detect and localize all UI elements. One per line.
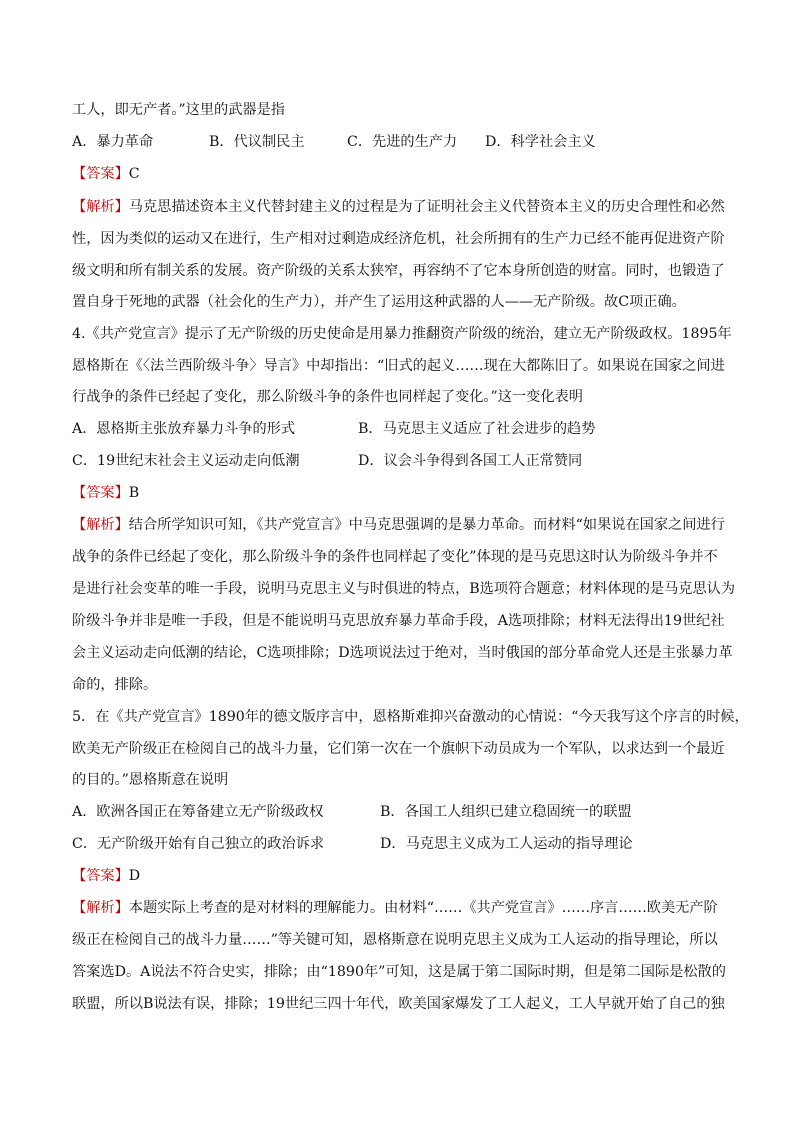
q5-stem-line: 的目的。”恩格斯意在说明 — [72, 772, 229, 788]
q3-analysis-line: 置自身于死地的武器（社会化的生产力），并产生了运用这种武器的人——无产阶级。故C项正确。 — [72, 294, 686, 310]
q4-option-d: D．议会斗争得到各国工人正常赞同 — [358, 453, 583, 469]
analysis-text: 结合所学知识可知，《共产党宣言》中马克思强调的是暴力革命。而材料“如果说在国家之间进行 — [128, 517, 725, 533]
q3-option-d: D．科学社会主义 — [485, 134, 596, 150]
q5-analysis-line — [72, 898, 718, 918]
answer-value: B — [128, 485, 140, 501]
analysis-tag: 【解析】 — [72, 517, 129, 533]
answer-value: C — [128, 166, 140, 182]
answer-tag: 【答案】 — [72, 166, 129, 182]
q3-answer — [72, 164, 140, 184]
q4-option-a: A．恩格斯主张放弃暴力斗争的形式 — [72, 421, 296, 437]
q4-stem-line: 4.《共产党宣言》提示了无产阶级的历史使命是用暴力推翻资产阶级的统治，建立无产阶级政权。1895年 — [72, 326, 732, 342]
q4-stem-line: 行战争的条件已经起了变化，那么阶级斗争的条件也同样起了变化。”这一变化表明 — [72, 389, 583, 405]
q4-analysis-line: 阶级斗争并非是唯一手段，但是不能说明马克思放弃暴力革命手段，A选项排除；材料无法得出19世纪社 — [72, 613, 725, 629]
q5-stem-line: 5．在《共产党宣言》1890年的德文版序言中，恩格斯难抑兴奋激动的心情说：“今天我写这个序言的时候， — [72, 709, 749, 725]
q4-option-c: C．19世纪末社会主义运动走向低潮 — [72, 453, 300, 469]
q5-option-a: A．欧洲各国正在筹备建立无产阶级政权 — [72, 804, 324, 820]
answer-tag: 【答案】 — [72, 868, 129, 884]
q5-option-b: B．各国工人组织已建立稳固统一的联盟 — [380, 804, 632, 820]
q3-analysis-line: 级文明和所有制关系的发展。资产阶级的关系太狭窄，再容纳不了它本身所创造的财富。同时，也锻造了 — [72, 263, 725, 279]
q5-option-d: D．马克思主义成为工人运动的指导理论 — [380, 836, 633, 852]
q4-option-b: B．马克思主义适应了社会进步的趋势 — [358, 421, 596, 437]
q5-analysis-line: 级正在检阅自己的战斗力量……”等关键可知，恩格斯意在说明克思主义成为工人运动的指导理论，所以 — [72, 932, 718, 948]
q4-analysis-line: 会主义运动走向低潮的结论，C选项排除；D选项说法过于绝对，当时俄国的部分革命党人还是主张暴力革 — [72, 645, 733, 661]
analysis-tag: 【解析】 — [72, 199, 129, 215]
q5-analysis-line: 答案选D。A说法不符合史实，排除；由“1890年”可知，这是属于第二国际时期，但是第二国际是松散的 — [72, 964, 726, 980]
answer-value: D — [128, 868, 141, 884]
q3-option-a: A．暴力革命 — [72, 134, 154, 150]
q3-option-c: C．先进的生产力 — [347, 134, 458, 150]
analysis-text: 马克思描述资本主义代替封建主义的过程是为了证明社会主义代替资本主义的历史合理性和必然 — [128, 199, 725, 215]
analysis-tag: 【解析】 — [72, 900, 129, 916]
q3-analysis-line: 性，因为类似的运动又在进行，生产相对过剩造成经济危机，社会所拥有的生产力已经不能再促进资产阶 — [72, 231, 725, 247]
q4-analysis-line: 是进行社会变革的唯一手段，说明马克思主义与时俱进的特点，B选项符合题意；材料体现的是马克思认为 — [72, 581, 736, 597]
q4-analysis-line — [72, 515, 725, 535]
q4-stem-line: 恩格斯在《〈法兰西阶级斗争〉导言》中却指出：“旧式的起义……现在大都陈旧了。如果说在国家之间进 — [72, 358, 725, 374]
q3-analysis-line — [72, 197, 725, 217]
q5-stem-line: 欧美无产阶级正在检阅自己的战斗力量，它们第一次在一个旗帜下动员成为一个军队，以求达到一个最近 — [72, 741, 725, 757]
analysis-text: 本题实际上考查的是对材料的理解能力。由材料“……《共产党宣言》……序言……欧美无产阶 — [128, 900, 718, 916]
q4-analysis-line: 命的，排除。 — [72, 677, 158, 693]
q5-analysis-line: 联盟，所以B说法有误，排除；19世纪三四十年代，欧美国家爆发了工人起义，工人早就开始了自己的独 — [72, 996, 725, 1012]
q5-answer — [72, 866, 140, 886]
answer-tag: 【答案】 — [72, 485, 129, 501]
q4-analysis-line: 战争的条件已经起了变化，那么阶级斗争的条件也同样起了变化”体现的是马克思这时认为阶级斗争并不 — [72, 549, 718, 565]
q5-option-c: C．无产阶级开始有自己独立的政治诉求 — [72, 836, 325, 852]
q3-option-b: B．代议制民主 — [209, 134, 305, 150]
q4-answer — [72, 483, 139, 503]
q3-stem: 工人，即无产者。”这里的武器是指 — [72, 102, 285, 118]
